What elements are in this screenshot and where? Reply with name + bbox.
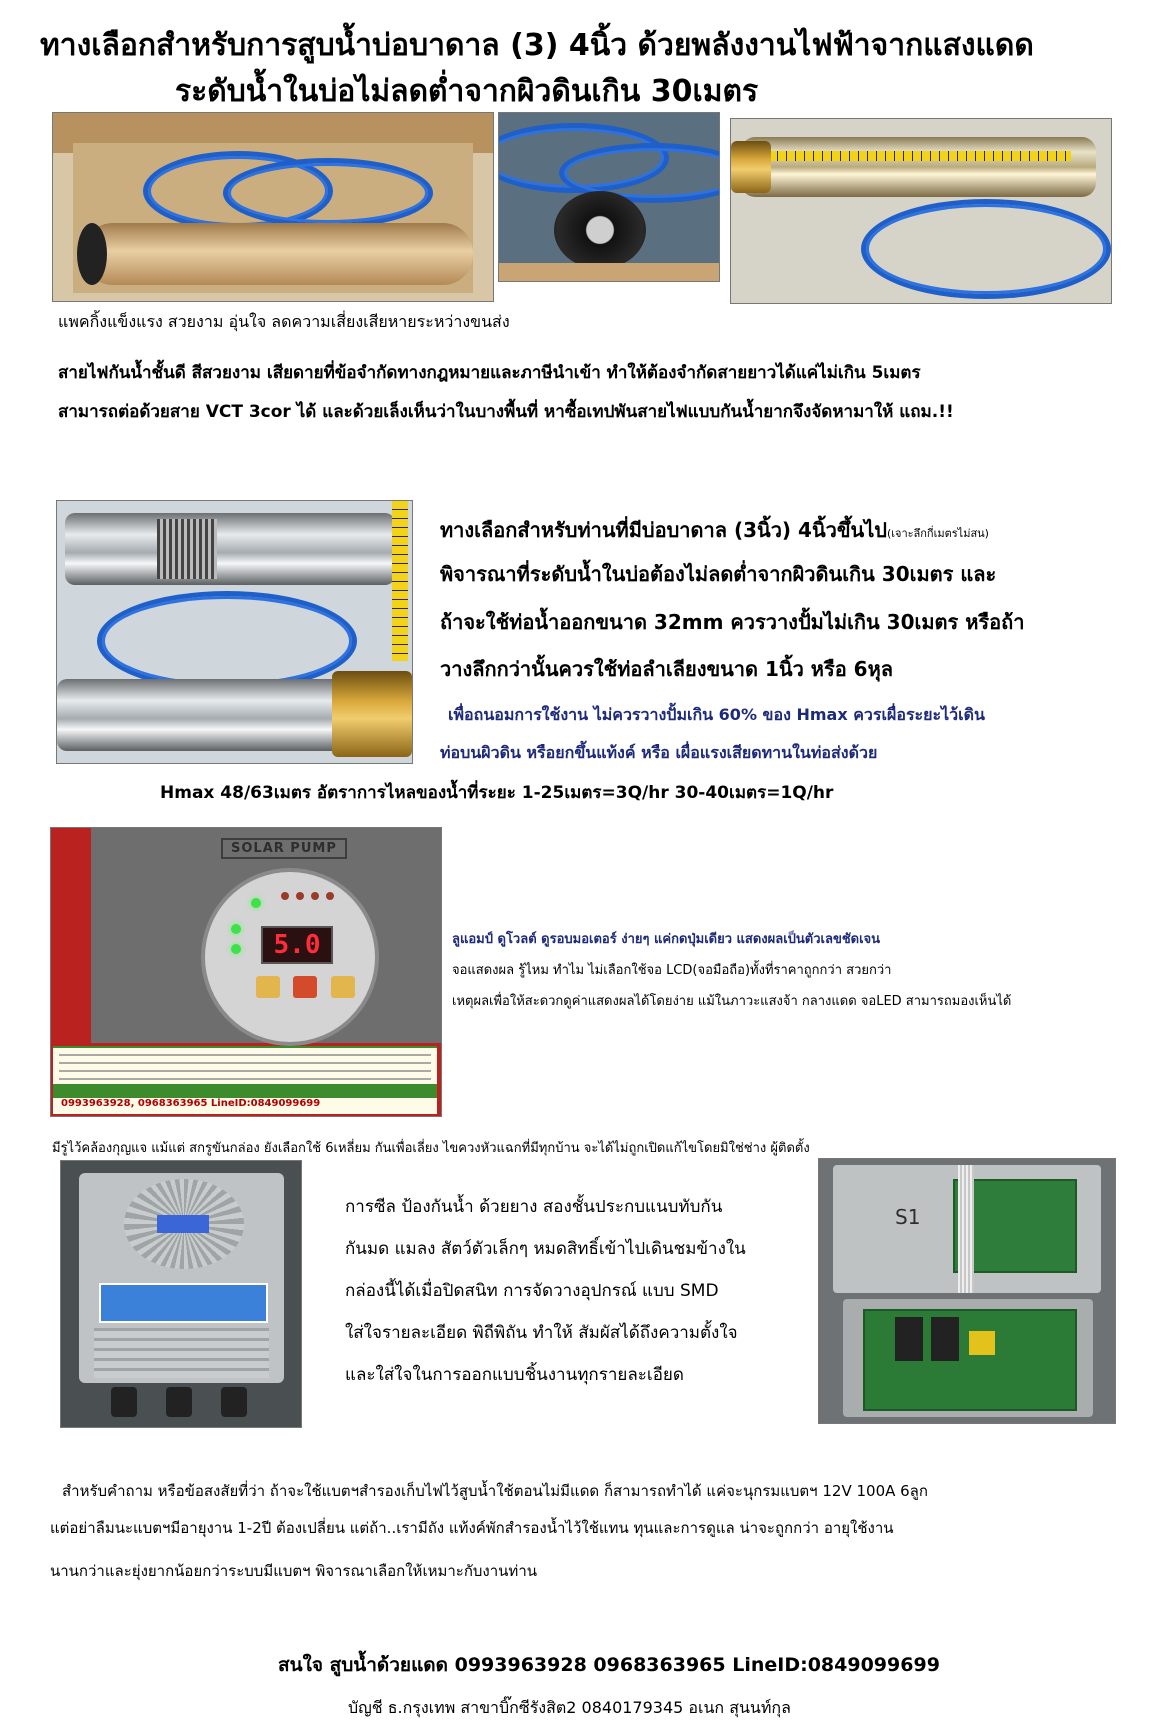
bank-account-line: บัญชี ธ.กรุงเทพ สาขาบิ๊กซีรังสิต2 0840179345 อเนก สุนนท์กุล: [348, 1698, 791, 1717]
cable-coil-5: [861, 199, 1111, 299]
spec-line: Hmax 48/63เมตร อัตราการไหลของน้ำที่ระยะ 1-25เมตร=3Q/hr 30-40เมตร=1Q/hr: [160, 783, 834, 803]
status-led-1: [251, 898, 261, 908]
solar-pump-label: SOLAR PUMP: [221, 838, 347, 859]
lid-inner: [833, 1165, 1101, 1293]
banner-contact: 0993963928, 0968363965 LineID:0849099699: [61, 1098, 321, 1109]
pump-brass-outlet: [731, 141, 771, 193]
cable-gland-3: [221, 1387, 247, 1417]
page-title-line1: ทางเลือกสำหรับการสูบน้ำบ่อบาดาล (3) 4นิ้ว ด้วยพลังงานไฟฟ้าจากแสงแดด: [40, 28, 1034, 63]
seal-desc-line5: และใส่ใจในการออกแบบชิ้นงานทุกรายละเอียด: [345, 1365, 684, 1385]
enclosure-body: [79, 1173, 284, 1383]
promo-banner: [53, 1046, 437, 1114]
pump-tube: [83, 223, 473, 285]
led-display: [261, 926, 333, 964]
section2-heading: [440, 518, 989, 543]
cable-gland-1: [111, 1387, 137, 1417]
lock-screw-note: มีรูไว้คล้องกุญแจ แม้แต่ สกรูขันกล่อง ยังเลือกใช้ 6เหลี่ยม กันเพื่อเลี่ยง ไขควงหัวแฉกที่มีทุกบ้าน จะได้ไม่ถูกเปิดแก้ไขโดยมิใช่ช่าง ผู้ติดตั้ง: [52, 1141, 810, 1156]
status-led-5: [296, 892, 304, 900]
display-desc-line2: จอแสดงผล รู้ไหม ทำไม ไม่เลือกใช้จอ LCD(จอมือถือ)ทั้งที่ราคาถูกกว่า สวยกว่า: [452, 963, 892, 978]
cardboard-strip: [499, 263, 719, 281]
pump-brass-end: [332, 671, 412, 757]
measuring-tape: [751, 151, 1071, 161]
status-led-2: [231, 924, 241, 934]
pump-steel-bottom: [57, 679, 357, 751]
measuring-tape-2: [392, 501, 408, 661]
banner-green-bar: [53, 1084, 437, 1098]
plus-button: [331, 976, 355, 998]
status-led-4: [281, 892, 289, 900]
cable-coil-6: [97, 591, 357, 691]
battery-note-line3: นานกว่าและยุ่งยากน้อยกว่าระบบมีแบตฯ พิจารณาเลือกให้เหมาะกับงานท่าน: [50, 1562, 537, 1580]
display-reading: 5.0: [273, 930, 321, 960]
photo-pump-measured: [730, 118, 1112, 304]
seal-desc-line4: ใส่ใจรายละเอียด พิถีพิถัน ทำให้ สัมผัสได้ถึงความตั้งใจ: [345, 1323, 738, 1343]
seal-desc-line2: กันมด แมลง สัตว์ตัวเล็กๆ หมดสิทธิ์เข้าไปเดินชมข้างใน: [345, 1239, 746, 1259]
heatsink-1: [895, 1317, 923, 1361]
warning-sticker: [99, 1283, 268, 1323]
capacitor: [969, 1331, 995, 1355]
photo-pump-steel: [56, 500, 413, 764]
seal-desc-line1: การซีล ป้องกันน้ำ ด้วยยาง สองชั้นประกบแนบทับกัน: [345, 1197, 723, 1217]
enclosure-display: [157, 1215, 209, 1233]
display-desc-line1: ลูแอมป์ ดูโวลต์ ดูรอบมอเตอร์ ง่ายๆ แค่กดปุ่มเดียว แสดงผลเป็นตัวเลขชัดเจน: [452, 932, 881, 947]
battery-note-line2: แต่อย่าลืมนะแบตฯมีอายุงาน 1-2ปี ต้องเปลี่ยน แต่ถ้า..เรามีถัง แท้งค์พักสำรองน้ำไว้ใช้แทน ทุนและการดูแล น่าจะถูกกว่า อายุใช้งาน: [50, 1519, 894, 1537]
section2-heading-main: ทางเลือกสำหรับท่านที่มีบ่อบาดาล (3นิ้ว) 4นิ้วขึ้นไป: [440, 518, 887, 542]
tube-end-cap: [77, 223, 107, 285]
photo-packaging-box: [52, 112, 494, 302]
pump-steel-top: [65, 513, 395, 585]
photo-cable-tape: [498, 112, 720, 282]
base-inner: [843, 1299, 1093, 1417]
status-led-6: [311, 892, 319, 900]
page-title-line2: ระดับน้ำในบ่อไม่ลดต่ำจากผิวดินเกิน 30เมตร: [175, 74, 759, 109]
status-led-3: [231, 944, 241, 954]
cable-coil-2: [223, 158, 433, 228]
cable-paragraph-line1: สายไฟกันน้ำชั้นดี สีสวยงาม เสียดายที่ข้อจำกัดทางกฎหมายและภาษีนำเข้า ทำให้ต้องจำกัดสายยาวได้แค่ไม่เกิน 5เมตร: [58, 363, 921, 383]
enclosure-waves: [94, 1328, 269, 1378]
section2-note2: ท่อบนผิวดิน หรือยกขึ้นแท้งค์ หรือ เผื่อแรงเสียดทานในท่อส่งด้วย: [440, 743, 878, 762]
photo-closed-enclosure: [60, 1160, 302, 1428]
battery-note-line1: สำหรับคำถาม หรือข้อสงสัยที่ว่า ถ้าจะใช้แบตฯสำรองเก็บไฟไว้สูบน้ำใช้ตอนไม่มีแดด ก็สามารถทำได้ แค่จะนุกรมแบตฯ 12V 100A 6ลูก: [62, 1482, 928, 1500]
cable-paragraph-line2: สามารถต่อด้วยสาย VCT 3cor ได้ และด้วยเล็งเห็นว่าในบางพื้นที่ หาซื้อเทปพันสายไฟแบบกันน้ำยากจึงจัดหามาให้ แถม.!!: [58, 402, 954, 422]
tape-roll: [554, 191, 646, 269]
packaging-caption: แพคกิ้งแข็งแรง สวยงาม อุ่นใจ ลดความเสี่ยงเสียหายระหว่างขนส่ง: [58, 312, 510, 331]
section2-line2: ถ้าจะใช้ท่อน้ำออกขนาด 32mm ควรวางปั้มไม่เกิน 30เมตร หรือถ้า: [440, 610, 1025, 634]
photo-controller-panel: [50, 827, 442, 1117]
cable-gland-2: [166, 1387, 192, 1417]
photo-open-enclosure: [818, 1158, 1116, 1424]
section2-line1: พิจารณาที่ระดับน้ำในบ่อต้องไม่ลดต่ำจากผิวดินเกิน 30เมตร และ: [440, 562, 997, 586]
display-desc-line3: เหตุผลเพื่อให้สะดวกดูค่าแสดงผลได้โดยง่าย แม้ในภาวะแสงจ้า กลางแดด จอLED สามารถมองเห็นได้: [452, 994, 1012, 1009]
section2-line3: วางลึกกว่านั้นควรใช้ท่อลำเลียงขนาด 1นิ้ว หรือ 6หุล: [440, 657, 894, 681]
minus-button: [256, 976, 280, 998]
status-led-7: [326, 892, 334, 900]
section2-note1: เพื่อถนอมการใช้งาน ไม่ควรวางปั้มเกิน 60% ของ Hmax ควรเผื่อระยะไว้เดิน: [448, 705, 985, 724]
contact-line: สนใจ สูบน้ำด้วยแดด 0993963928 0968363965 LineID:0849099699: [278, 1654, 940, 1676]
pump-body: [741, 137, 1096, 197]
ribbon-cable: [958, 1165, 974, 1293]
pump-grille: [157, 519, 217, 579]
section2-heading-small: (เจาะลึกกี่เมตรไม่สน): [886, 527, 989, 540]
heatsink-2: [931, 1317, 959, 1361]
seal-desc-line3: กล่องนี้ได้เมื่อปิดสนิท การจัดวางอุปกรณ์ แบบ SMD: [345, 1281, 719, 1301]
banner-text-lines: [59, 1054, 431, 1082]
logo-mark: [293, 976, 317, 998]
board-label: S1: [895, 1205, 921, 1229]
panel-face: [91, 828, 441, 1043]
main-circuit-board: [863, 1309, 1077, 1411]
